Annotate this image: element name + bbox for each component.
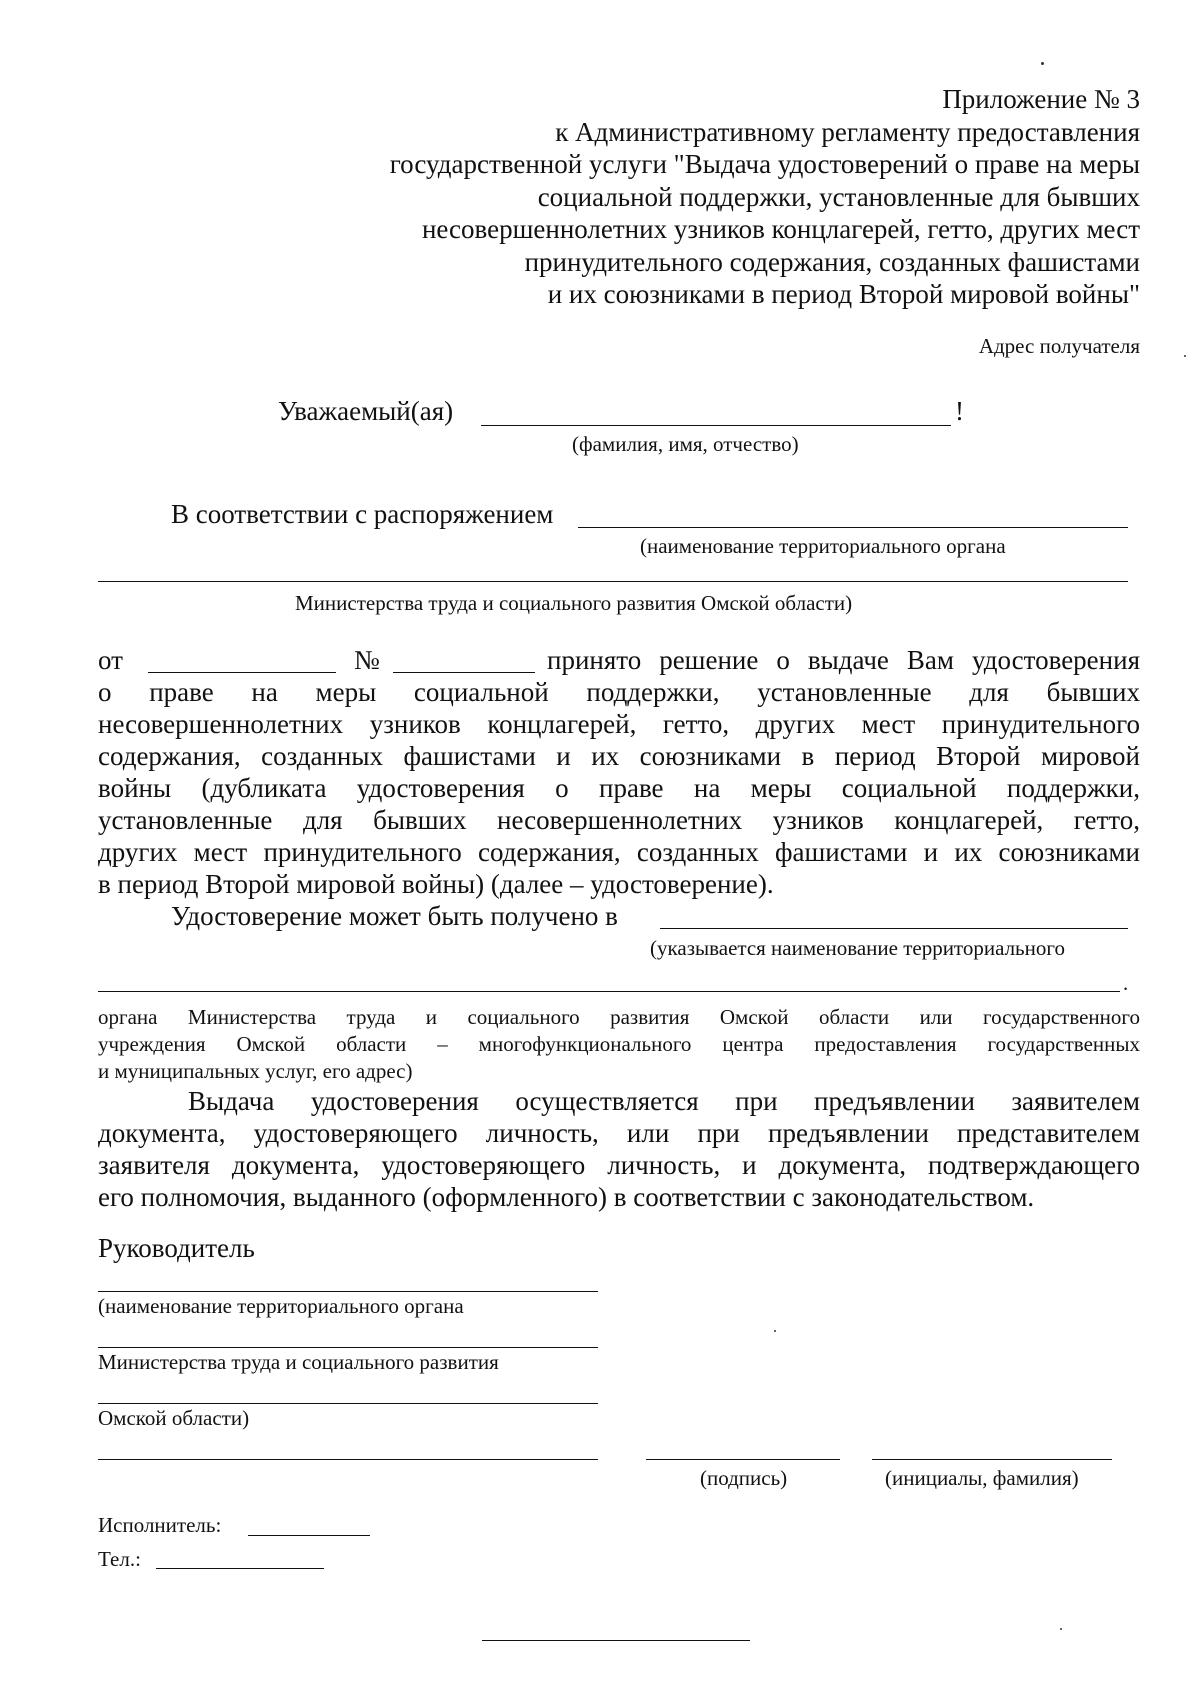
scan-speck — [1184, 355, 1186, 357]
scan-speck — [1060, 1628, 1062, 1630]
recipient-address-label: Адрес получателя — [978, 334, 1140, 358]
header-line-2: государственной услуги "Выдача удостоверений о праве на меры — [389, 149, 1140, 179]
org-line-4 — [98, 1459, 598, 1460]
greeting-hint: (фамилия, имя, отчество) — [572, 432, 799, 456]
header-line-6: и их союзниками в период Второй мировой войны" — [547, 279, 1140, 309]
decision-from-label: от — [98, 645, 123, 675]
scan-speck — [1041, 62, 1044, 65]
org-line-1 — [98, 1291, 598, 1292]
issuance-line-2: документа, удостоверяющего личность, или при предъявлении представителем — [98, 1118, 1140, 1148]
bottom-separator — [482, 1640, 750, 1641]
greeting-label: Уважаемый(ая) — [278, 396, 454, 426]
issuance-line-4: его полномочия, выданного (оформленного) в соответствии с законодательством. — [98, 1182, 1035, 1212]
pickup-note-line-2: учреждения Омской области – многофункционального центра предоставления государственных — [98, 1032, 1140, 1056]
org-hint-2: Министерства труда и социального развития — [98, 1350, 499, 1374]
head-label: Руководитель — [98, 1233, 255, 1263]
header-line-5: принудительного содержания, созданных фашистами — [524, 246, 1140, 277]
appendix-number: Приложение № 3 — [942, 84, 1140, 114]
executor-line — [248, 1535, 370, 1536]
order-label: В соответствии с распоряжением — [171, 499, 554, 529]
pickup-label: Удостоверение может быть получено в — [171, 901, 618, 931]
decision-line-8: в период Второй мировой войны) (далее – удостоверение). — [98, 869, 774, 899]
org-hint-1: (наименование территориального органа — [98, 1294, 464, 1318]
pickup-end-mark: . — [1123, 971, 1129, 995]
pickup-note-line-3: и муниципальных услуг, его адрес) — [98, 1059, 413, 1083]
pickup-note-line-1: органа Министерства труда и социального развития Омской области или государственного — [98, 1005, 1140, 1029]
signature-hint: (подпись) — [700, 1466, 788, 1490]
phone-line — [156, 1568, 324, 1569]
decision-paragraph — [98, 676, 1140, 900]
decision-line-6: установленные для бывших несовершеннолетних узников концлагерей, гетто, — [98, 805, 1140, 835]
issuance-line-3: заявителя документа, удостоверяющего личность, и документа, подтверждающего — [98, 1150, 1140, 1180]
header-line-1: к Административному регламенту предоставления — [555, 116, 1140, 147]
org-line-3 — [98, 1403, 598, 1404]
decision-line-3: несовершеннолетних узников концлагерей, гетто, других мест принудительного — [98, 709, 1140, 739]
name-line — [872, 1459, 1112, 1460]
order-line-1 — [578, 527, 1128, 528]
header-line-4: несовершеннолетних узников концлагерей, гетто, других мест — [421, 214, 1140, 244]
executor-label: Исполнитель: — [98, 1513, 222, 1537]
decision-number-label: № — [354, 645, 380, 675]
greeting-end-mark: ! — [955, 396, 964, 426]
decision-number-line — [393, 672, 535, 673]
phone-label: Тел.: — [98, 1547, 141, 1571]
decision-line-5: войны (дубликата удостоверения о праве на меры социальной поддержки, — [98, 773, 1140, 803]
order-line-2 — [98, 581, 1128, 582]
decision-line-7: других мест принудительного содержания, созданных фашистами и их союзниками — [98, 837, 1140, 867]
decision-line-4: содержания, созданных фашистами и их союзниками в период Второй мировой — [98, 741, 1140, 771]
order-hint-2: Министерства труда и социального развития Омской области) — [295, 591, 853, 615]
name-hint: (инициалы, фамилия) — [885, 1466, 1079, 1490]
scan-speck — [774, 1330, 776, 1332]
header-line-3: социальной поддержки, установленные для бывших — [537, 181, 1140, 212]
pickup-line-1 — [660, 928, 1128, 929]
pickup-note — [98, 1004, 1140, 1085]
decision-line-2: о праве на меры социальной поддержки, установленные для бывших — [98, 677, 1140, 707]
org-hint-3: Омской области) — [98, 1406, 250, 1430]
order-hint-1: (наименование территориального органа — [640, 534, 1006, 558]
org-line-2 — [98, 1347, 598, 1348]
greeting-name-line — [481, 425, 951, 426]
issuance-line-1: Выдача удостоверения осуществляется при предъявлении заявителем — [188, 1086, 1140, 1116]
pickup-hint: (указывается наименование территориального — [650, 936, 1065, 960]
appendix-header — [300, 83, 1140, 311]
signature-line — [646, 1459, 840, 1460]
issuance-paragraph — [98, 1085, 1140, 1213]
pickup-line-2 — [98, 991, 1120, 992]
decision-line-1-tail: принято решение о выдаче Вам удостоверения — [547, 645, 1140, 675]
decision-date-line — [148, 672, 336, 673]
